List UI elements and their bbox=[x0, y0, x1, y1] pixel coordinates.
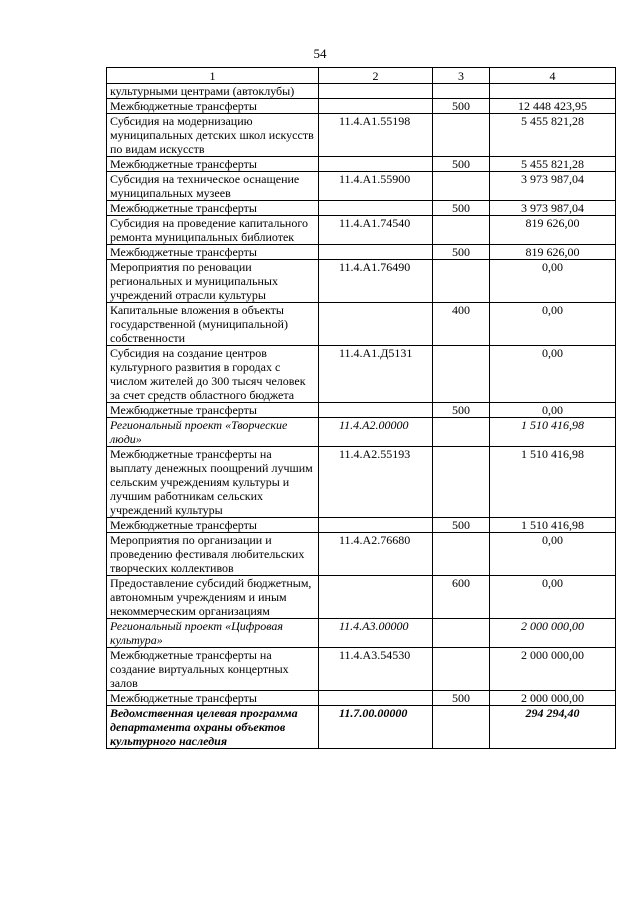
table-row bbox=[107, 303, 616, 346]
row-name-cell: Межбюджетные трансферты bbox=[107, 99, 319, 114]
row-code-cell: 11.4.A2.76680 bbox=[319, 533, 433, 576]
row-sum-cell: 294 294,40 bbox=[490, 706, 616, 749]
row-type-cell bbox=[433, 346, 490, 403]
row-type-cell: 500 bbox=[433, 157, 490, 172]
row-code-cell: 11.4.A1.55900 bbox=[319, 172, 433, 201]
row-type-cell bbox=[433, 533, 490, 576]
row-sum-cell: 0,00 bbox=[490, 346, 616, 403]
row-code-cell: 11.4.A2.00000 bbox=[319, 418, 433, 447]
row-code-cell bbox=[319, 201, 433, 216]
row-sum-cell: 1 510 416,98 bbox=[490, 518, 616, 533]
row-sum-cell: 3 973 987,04 bbox=[490, 172, 616, 201]
row-code-cell bbox=[319, 518, 433, 533]
row-type-cell: 500 bbox=[433, 691, 490, 706]
table-row bbox=[107, 576, 616, 619]
row-sum-cell: 5 455 821,28 bbox=[490, 157, 616, 172]
row-name-cell: Мероприятия по организации и проведению фестиваля любительских творческих коллективов bbox=[107, 533, 319, 576]
table-header-row bbox=[107, 68, 616, 84]
row-name-cell: Мероприятия по реновации региональных и муниципальных учреждений отрасли культуры bbox=[107, 260, 319, 303]
row-sum-cell bbox=[490, 84, 616, 99]
row-sum-cell: 2 000 000,00 bbox=[490, 619, 616, 648]
table-row bbox=[107, 260, 616, 303]
row-type-cell bbox=[433, 260, 490, 303]
header-cell: 3 bbox=[433, 68, 490, 84]
table-row bbox=[107, 172, 616, 201]
table-row bbox=[107, 99, 616, 114]
row-sum-cell: 12 448 423,95 bbox=[490, 99, 616, 114]
row-code-cell bbox=[319, 576, 433, 619]
row-name-cell: Межбюджетные трансферты bbox=[107, 245, 319, 260]
row-code-cell bbox=[319, 303, 433, 346]
header-cell: 1 bbox=[107, 68, 319, 84]
table-row bbox=[107, 533, 616, 576]
row-type-cell bbox=[433, 418, 490, 447]
row-type-cell bbox=[433, 706, 490, 749]
row-code-cell: 11.4.A2.55193 bbox=[319, 447, 433, 518]
row-type-cell bbox=[433, 84, 490, 99]
row-sum-cell: 0,00 bbox=[490, 303, 616, 346]
row-code-cell: 11.4.A3.00000 bbox=[319, 619, 433, 648]
row-sum-cell: 2 000 000,00 bbox=[490, 648, 616, 691]
row-type-cell bbox=[433, 114, 490, 157]
row-type-cell bbox=[433, 172, 490, 201]
row-name-cell: Межбюджетные трансферты bbox=[107, 403, 319, 418]
table-row bbox=[107, 706, 616, 749]
row-sum-cell: 0,00 bbox=[490, 576, 616, 619]
row-sum-cell: 819 626,00 bbox=[490, 245, 616, 260]
row-code-cell: 11.4.A1.74540 bbox=[319, 216, 433, 245]
row-name-cell: Субсидия на создание центров культурного развития в городах с числом жителей до 300 тысяч человек за счет средств областного бюджета bbox=[107, 346, 319, 403]
row-sum-cell: 3 973 987,04 bbox=[490, 201, 616, 216]
row-name-cell: Региональный проект «Цифровая культура» bbox=[107, 619, 319, 648]
row-type-cell bbox=[433, 648, 490, 691]
row-name-cell: Субсидия на модернизацию муниципальных детских школ искусств по видам искусств bbox=[107, 114, 319, 157]
header-cell: 2 bbox=[319, 68, 433, 84]
row-code-cell bbox=[319, 691, 433, 706]
row-code-cell: 11.4.A1.55198 bbox=[319, 114, 433, 157]
table-row bbox=[107, 418, 616, 447]
row-sum-cell: 0,00 bbox=[490, 533, 616, 576]
row-sum-cell: 1 510 416,98 bbox=[490, 447, 616, 518]
row-sum-cell: 0,00 bbox=[490, 260, 616, 303]
row-name-cell: Межбюджетные трансферты bbox=[107, 518, 319, 533]
row-code-cell bbox=[319, 157, 433, 172]
row-sum-cell: 0,00 bbox=[490, 403, 616, 418]
row-code-cell bbox=[319, 403, 433, 418]
table-row bbox=[107, 619, 616, 648]
row-type-cell: 500 bbox=[433, 99, 490, 114]
row-type-cell: 500 bbox=[433, 518, 490, 533]
row-code-cell bbox=[319, 99, 433, 114]
table-row bbox=[107, 691, 616, 706]
row-name-cell: Субсидия на проведение капитального ремонта муниципальных библиотек bbox=[107, 216, 319, 245]
row-sum-cell: 5 455 821,28 bbox=[490, 114, 616, 157]
row-name-cell: Капитальные вложения в объекты государственной (муниципальной) собственности bbox=[107, 303, 319, 346]
row-name-cell: Субсидия на техническое оснащение муниципальных музеев bbox=[107, 172, 319, 201]
row-name-cell: Ведомственная целевая программа департамента охраны объектов культурного наследия bbox=[107, 706, 319, 749]
row-code-cell bbox=[319, 245, 433, 260]
row-code-cell: 11.4.A1.Д5131 bbox=[319, 346, 433, 403]
row-code-cell bbox=[319, 84, 433, 99]
row-sum-cell: 2 000 000,00 bbox=[490, 691, 616, 706]
row-name-cell: культурными центрами (автоклубы) bbox=[107, 84, 319, 99]
row-code-cell: 11.7.00.00000 bbox=[319, 706, 433, 749]
table-row bbox=[107, 447, 616, 518]
row-type-cell bbox=[433, 447, 490, 518]
table-row bbox=[107, 346, 616, 403]
table-row bbox=[107, 216, 616, 245]
row-type-cell: 400 bbox=[433, 303, 490, 346]
header-cell: 4 bbox=[490, 68, 616, 84]
row-name-cell: Межбюджетные трансферты на создание виртуальных концертных залов bbox=[107, 648, 319, 691]
row-sum-cell: 1 510 416,98 bbox=[490, 418, 616, 447]
row-name-cell: Межбюджетные трансферты bbox=[107, 691, 319, 706]
table-row bbox=[107, 84, 616, 99]
row-type-cell bbox=[433, 216, 490, 245]
row-name-cell: Региональный проект «Творческие люди» bbox=[107, 418, 319, 447]
row-type-cell: 500 bbox=[433, 403, 490, 418]
table-row bbox=[107, 518, 616, 533]
row-name-cell: Межбюджетные трансферты bbox=[107, 201, 319, 216]
table-row bbox=[107, 245, 616, 260]
budget-table bbox=[106, 67, 616, 749]
table-row bbox=[107, 157, 616, 172]
row-code-cell: 11.4.A1.76490 bbox=[319, 260, 433, 303]
table-row bbox=[107, 403, 616, 418]
table-row bbox=[107, 201, 616, 216]
row-type-cell: 500 bbox=[433, 201, 490, 216]
row-name-cell: Предоставление субсидий бюджетным, автономным учреждениям и иным некоммерческим организациям bbox=[107, 576, 319, 619]
row-type-cell: 600 bbox=[433, 576, 490, 619]
row-name-cell: Межбюджетные трансферты на выплату денежных поощрений лучшим сельским учреждениям культуры и лучшим работникам сельских учреждений культуры bbox=[107, 447, 319, 518]
row-code-cell: 11.4.A3.54530 bbox=[319, 648, 433, 691]
row-sum-cell: 819 626,00 bbox=[490, 216, 616, 245]
table-row bbox=[107, 114, 616, 157]
table-row bbox=[107, 648, 616, 691]
page-number: 54 bbox=[313, 46, 327, 61]
row-name-cell: Межбюджетные трансферты bbox=[107, 157, 319, 172]
row-type-cell bbox=[433, 619, 490, 648]
row-type-cell: 500 bbox=[433, 245, 490, 260]
